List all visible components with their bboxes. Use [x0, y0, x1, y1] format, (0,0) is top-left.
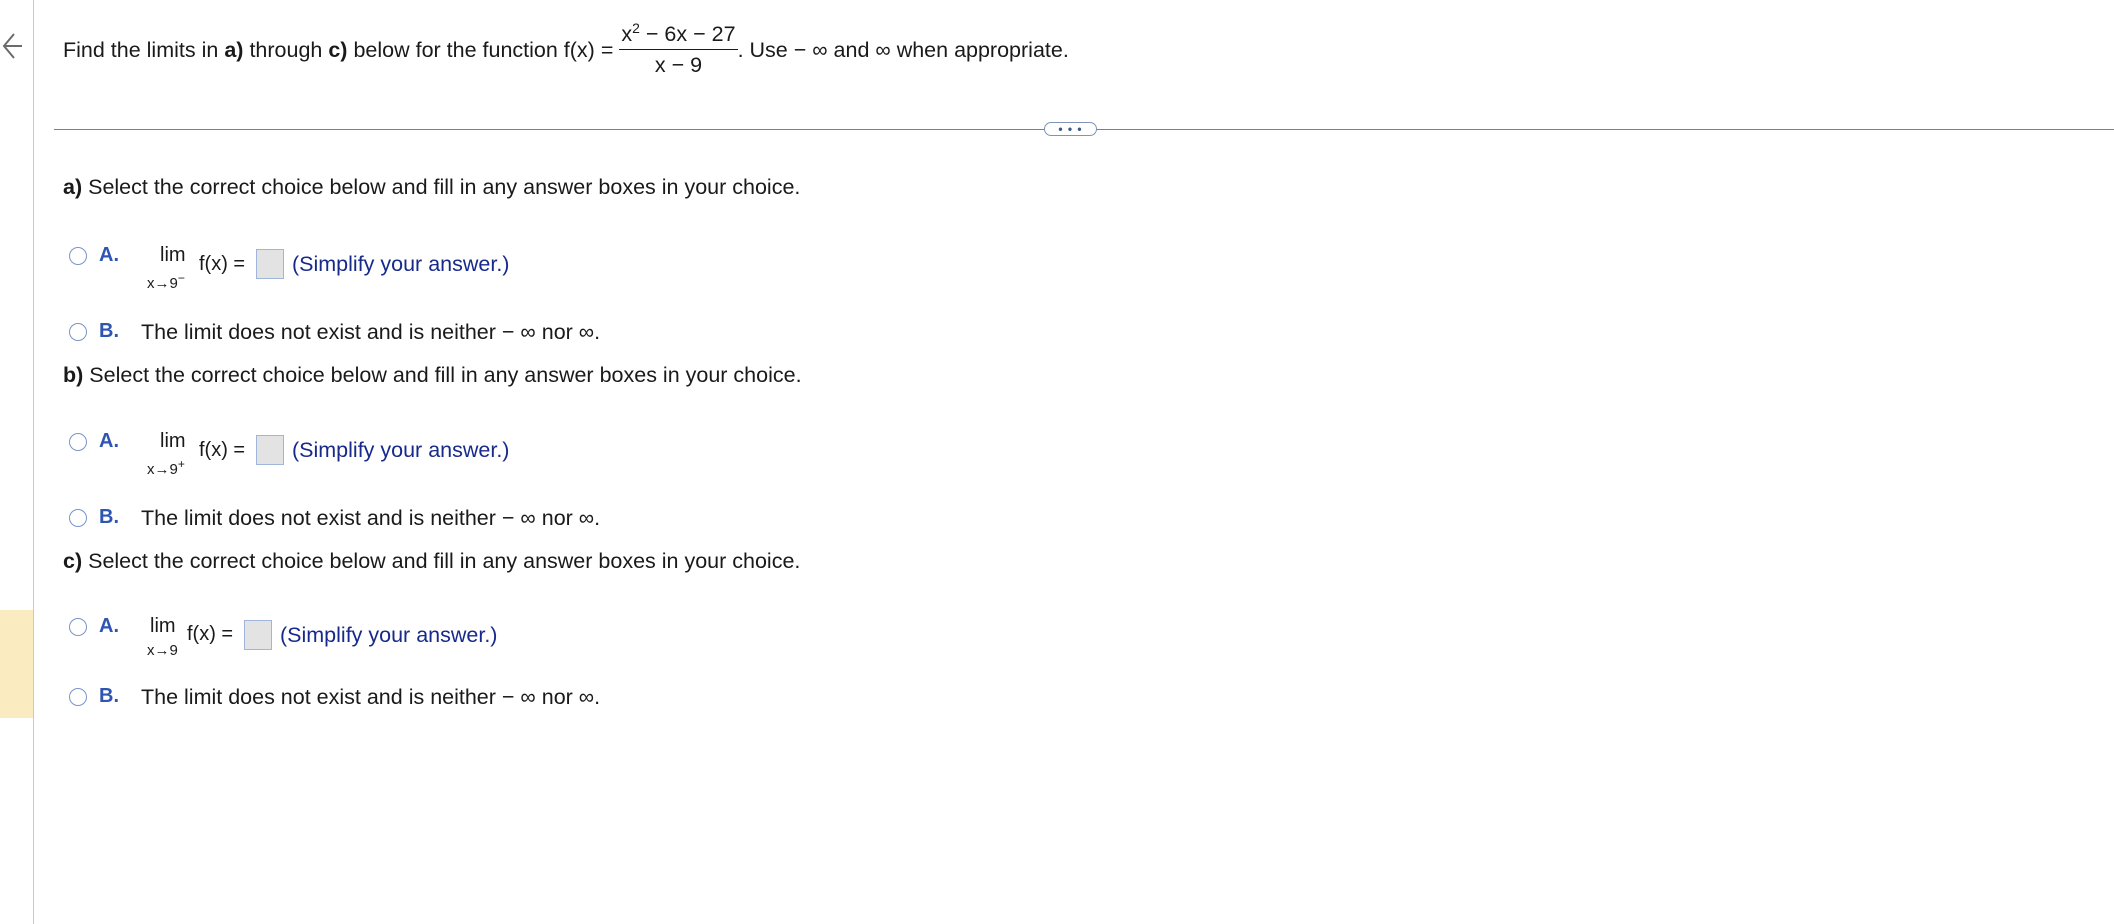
- part-c-answer-input[interactable]: [244, 620, 272, 650]
- part-a-choice-a-letter: A.: [99, 244, 119, 266]
- part-b-approach: x→9+: [147, 457, 185, 478]
- function-fraction: [619, 19, 737, 77]
- fraction-numerator: $x^2 - 6x - 27$: [619, 23, 737, 50]
- fraction-denominator: x − 9: [654, 52, 703, 77]
- question-prompt: [63, 19, 1069, 77]
- part-c-lim: lim: [150, 615, 176, 637]
- prompt-part-c: c): [328, 37, 348, 62]
- prompt-prefix: Find the limits in: [63, 37, 219, 62]
- part-b-title: b) Select the correct choice below and fill in any answer boxes in your choice.: [63, 363, 802, 387]
- prompt-function-label: below for the function f(x) =: [353, 37, 614, 62]
- part-a-hint: (Simplify your answer.): [292, 252, 510, 276]
- rail-current-highlight: [0, 610, 33, 718]
- left-rail: [0, 0, 34, 924]
- part-a-answer-input[interactable]: [256, 249, 284, 279]
- part-b-choice-b-letter: B.: [99, 506, 119, 528]
- part-b-answer-input[interactable]: [256, 435, 284, 465]
- part-c-approach: x→9: [147, 642, 178, 659]
- part-b-fx: f(x) =: [199, 439, 246, 461]
- part-c-choice-a-letter: A.: [99, 615, 119, 637]
- part-a-choice-a-radio[interactable]: [69, 247, 87, 265]
- prompt-through: through: [249, 37, 323, 62]
- part-a-lim: lim: [160, 244, 186, 266]
- part-a-choice-b-radio[interactable]: [69, 323, 87, 341]
- prompt-suffix: . Use − ∞ and ∞ when appropriate.: [737, 37, 1069, 62]
- part-b-choice-a-radio[interactable]: [69, 433, 87, 451]
- part-b-hint: (Simplify your answer.): [292, 438, 510, 462]
- part-a-choice-b-letter: B.: [99, 320, 119, 342]
- part-c-choice-b-text: The limit does not exist and is neither − ∞ nor ∞.: [141, 685, 601, 709]
- part-c-choice-a-radio[interactable]: [69, 618, 87, 636]
- part-c-choice-b-letter: B.: [99, 685, 119, 707]
- part-b-choice-a-letter: A.: [99, 430, 119, 452]
- prompt-part-a: a): [224, 37, 244, 62]
- part-c-choice-b-radio[interactable]: [69, 688, 87, 706]
- part-b-choice-b-radio[interactable]: [69, 509, 87, 527]
- part-c-hint: (Simplify your answer.): [280, 623, 498, 647]
- back-arrow-icon[interactable]: [0, 30, 22, 62]
- part-a-title: a) Select the correct choice below and fill in any answer boxes in your choice.: [63, 175, 801, 199]
- part-a-approach: x→9−: [147, 271, 185, 292]
- part-b-lim: lim: [160, 430, 186, 452]
- part-c-fx: f(x) =: [187, 623, 234, 645]
- part-a-choice-b-text: The limit does not exist and is neither − ∞ nor ∞.: [141, 320, 601, 344]
- part-c-title: c) Select the correct choice below and fill in any answer boxes in your choice.: [63, 549, 801, 573]
- part-b-choice-b-text: The limit does not exist and is neither − ∞ nor ∞.: [141, 506, 601, 530]
- part-a-fx: f(x) =: [199, 253, 246, 275]
- more-options-button[interactable]: • • •: [1044, 122, 1097, 136]
